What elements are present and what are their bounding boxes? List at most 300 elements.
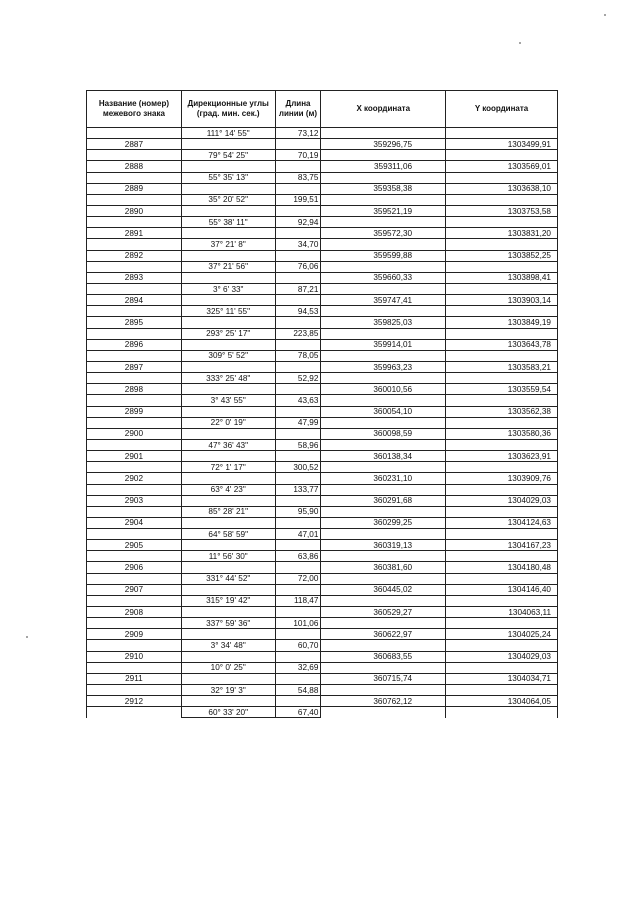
empty-cell [446,618,558,629]
segment-angle: 72° 1' 17" [181,462,275,473]
point-x-value: 360291,68 [373,496,413,506]
point-y-value: 1303831,20 [507,228,551,238]
header-name: Название (номер) межевого знака [87,91,182,128]
segment-length [275,350,321,361]
segment-row [87,551,558,562]
segment-angle: 11° 56' 30" [181,551,275,562]
point-x-value: 359660,33 [373,273,413,283]
empty-cell [181,495,275,506]
empty-cell [321,551,446,562]
point-y-value: 1303849,19 [507,317,551,327]
empty-cell [446,239,558,250]
empty-cell [446,194,558,205]
point-y [446,473,558,484]
empty-cell [87,373,182,384]
empty-cell [275,540,321,551]
empty-cell [321,640,446,651]
segment-row [87,484,558,495]
segment-row [87,150,558,161]
empty-cell [446,350,558,361]
segment-length [275,150,321,161]
empty-cell [87,484,182,495]
point-y [446,250,558,261]
empty-cell [321,685,446,696]
point-name: 2887 [87,139,182,150]
empty-cell [181,517,275,528]
empty-cell [446,506,558,517]
segment-angle: 333° 25' 48" [181,373,275,384]
point-row [87,406,558,417]
point-name: 2907 [87,584,182,595]
point-x-value: 359358,38 [373,184,413,194]
empty-cell [321,217,446,228]
segment-angle: 10° 0' 25" [181,662,275,673]
segment-length [275,194,321,205]
segment-row [87,640,558,651]
scan-speck [604,14,606,16]
point-x [321,272,446,283]
segment-row [87,595,558,606]
point-name: 2898 [87,384,182,395]
point-row [87,451,558,462]
header-x: X координата [321,91,446,128]
empty-cell [446,462,558,473]
segment-angle: 337° 59' 36" [181,618,275,629]
point-row [87,361,558,372]
empty-cell [181,317,275,328]
segment-angle: 35° 20' 52" [181,194,275,205]
empty-cell [446,484,558,495]
point-y [446,517,558,528]
point-y [446,428,558,439]
point-x [321,250,446,261]
point-x [321,295,446,306]
point-x-value: 360299,25 [373,518,413,528]
empty-cell [181,451,275,462]
point-y-value: 1303898,41 [507,273,551,283]
point-y [446,584,558,595]
point-y [446,451,558,462]
empty-cell [321,573,446,584]
segment-row [87,261,558,272]
point-x [321,205,446,216]
empty-cell [321,283,446,294]
point-row [87,384,558,395]
point-row [87,495,558,506]
segment-length [275,395,321,406]
empty-cell [181,295,275,306]
point-y [446,317,558,328]
point-y-value: 1303903,14 [507,295,551,305]
point-x-value: 360231,10 [373,473,413,483]
point-name: 2910 [87,651,182,662]
point-row [87,161,558,172]
empty-cell [87,529,182,540]
point-x-value: 360622,97 [373,629,413,639]
segment-angle: 32° 19' 3" [181,685,275,696]
segment-length [275,128,321,139]
empty-cell [181,629,275,640]
empty-cell [87,595,182,606]
empty-cell [87,150,182,161]
point-y-value: 1303852,25 [507,251,551,261]
empty-cell [87,662,182,673]
point-y-value: 1304063,11 [508,607,551,617]
empty-cell [87,194,182,205]
segment-length [275,484,321,495]
empty-cell [321,417,446,428]
segment-row [87,573,558,584]
coordinates-table [86,90,558,718]
segment-length-value: 43,63 [297,395,319,405]
segment-length-value: 101,06 [293,618,319,628]
empty-cell [446,662,558,673]
point-row [87,228,558,239]
empty-cell [87,239,182,250]
segment-length-value: 63,86 [297,551,319,561]
empty-cell [321,172,446,183]
empty-cell [321,373,446,384]
empty-cell [87,685,182,696]
point-x-value: 360138,34 [373,451,413,461]
point-x [321,607,446,618]
segment-length [275,328,321,339]
point-x-value: 359311,06 [373,161,413,171]
empty-cell [275,428,321,439]
segment-length [275,417,321,428]
empty-cell [321,707,446,718]
segment-row [87,439,558,450]
empty-cell [275,250,321,261]
empty-cell [446,640,558,651]
segment-length-value: 300,52 [293,462,319,472]
empty-cell [321,261,446,272]
segment-angle: 37° 21' 8" [181,239,275,250]
empty-cell [275,161,321,172]
point-y-value: 1304029,03 [507,652,551,662]
point-x [321,540,446,551]
empty-cell [275,651,321,662]
point-y [446,183,558,194]
segment-length-value: 199,51 [293,195,319,205]
segment-length [275,640,321,651]
point-name: 2888 [87,161,182,172]
table-body [87,128,558,718]
point-name: 2891 [87,228,182,239]
point-name: 2889 [87,183,182,194]
point-y-value: 1303909,76 [507,473,551,483]
point-y-value: 1303499,91 [507,139,551,149]
point-name: 2900 [87,428,182,439]
segment-length [275,172,321,183]
segment-length-value: 223,85 [293,329,319,339]
empty-cell [446,373,558,384]
empty-cell [446,283,558,294]
empty-cell [321,239,446,250]
segment-length-value: 32,69 [297,663,319,673]
segment-length-value: 94,53 [297,306,319,316]
point-row [87,629,558,640]
point-name: 2892 [87,250,182,261]
point-name: 2894 [87,295,182,306]
point-name: 2890 [87,205,182,216]
empty-cell [321,328,446,339]
empty-cell [275,562,321,573]
empty-cell [321,618,446,629]
point-y [446,696,558,707]
segment-length [275,573,321,584]
empty-cell [321,306,446,317]
point-y-value: 1303569,01 [507,161,551,171]
empty-cell [446,395,558,406]
point-y-value: 1303753,58 [507,206,551,216]
empty-cell [321,395,446,406]
empty-cell [321,439,446,450]
point-y [446,272,558,283]
segment-angle: 55° 38' 11" [181,217,275,228]
empty-cell [87,350,182,361]
empty-cell [446,685,558,696]
segment-row [87,172,558,183]
empty-cell [275,339,321,350]
point-x [321,139,446,150]
segment-length-value: 87,21 [297,284,319,294]
point-y-value: 1304180,48 [507,563,551,573]
point-row [87,473,558,484]
segment-length [275,506,321,517]
segment-row [87,506,558,517]
point-row [87,428,558,439]
segment-length [275,439,321,450]
point-name: 2906 [87,562,182,573]
empty-cell [321,128,446,139]
empty-cell [87,640,182,651]
segment-row [87,373,558,384]
point-x [321,384,446,395]
point-x [321,428,446,439]
point-name: 2893 [87,272,182,283]
point-row [87,673,558,684]
segment-row [87,707,558,718]
point-x [321,517,446,528]
point-x [321,406,446,417]
segment-row [87,350,558,361]
segment-length-value: 70,19 [297,150,319,160]
point-name: 2895 [87,317,182,328]
empty-cell [275,673,321,684]
segment-angle: 325° 11' 55" [181,306,275,317]
point-x [321,473,446,484]
empty-cell [275,183,321,194]
segment-length [275,283,321,294]
segment-length-value: 34,70 [297,239,319,249]
point-name: 2899 [87,406,182,417]
point-row [87,139,558,150]
segment-angle: 111° 14' 55" [181,128,275,139]
empty-cell [446,417,558,428]
empty-cell [275,629,321,640]
header-angle: Дирекционные углы (град. мин. сек.) [181,91,275,128]
point-x-value: 359521,19 [373,206,413,216]
point-x [321,317,446,328]
empty-cell [87,551,182,562]
point-y [446,205,558,216]
point-y-value: 1304034,71 [507,674,551,684]
point-x-value: 359296,75 [373,139,413,149]
empty-cell [181,607,275,618]
empty-cell [181,651,275,662]
segment-length-value: 73,12 [297,128,319,138]
segment-row [87,306,558,317]
point-x-value: 360762,12 [373,696,413,706]
empty-cell [181,428,275,439]
empty-cell [446,551,558,562]
point-x [321,183,446,194]
point-name: 2902 [87,473,182,484]
point-row [87,295,558,306]
empty-cell [87,439,182,450]
point-y-value: 1304146,40 [507,585,551,595]
point-x-value: 359825,03 [373,317,413,327]
empty-cell [321,194,446,205]
empty-cell [181,139,275,150]
empty-cell [181,205,275,216]
segment-length [275,707,321,718]
segment-angle: 3° 34' 48" [181,640,275,651]
empty-cell [321,484,446,495]
point-x [321,673,446,684]
point-y-value: 1304025,24 [507,629,551,639]
point-y-value: 1304064,05 [507,696,551,706]
empty-cell [275,272,321,283]
point-x [321,696,446,707]
segment-row [87,462,558,473]
segment-length [275,551,321,562]
segment-length-value: 67,40 [297,707,319,717]
empty-cell [446,217,558,228]
point-y [446,540,558,551]
empty-cell [446,707,558,718]
point-x-value: 359747,41 [373,295,413,305]
empty-cell [275,473,321,484]
point-y [446,673,558,684]
segment-length-value: 58,96 [297,440,319,450]
point-y [446,562,558,573]
segment-row [87,529,558,540]
empty-cell [181,339,275,350]
point-row [87,540,558,551]
empty-cell [87,618,182,629]
empty-cell [321,350,446,361]
empty-cell [275,451,321,462]
empty-cell [321,506,446,517]
empty-cell [275,139,321,150]
point-x-value: 359599,88 [373,251,413,261]
point-y-value: 1303562,38 [507,407,551,417]
empty-cell [321,662,446,673]
point-y [446,228,558,239]
segment-length-value: 92,94 [297,217,319,227]
point-row [87,272,558,283]
empty-cell [87,217,182,228]
point-y [446,361,558,372]
segment-angle: 3° 6' 33" [181,283,275,294]
point-name: 2897 [87,361,182,372]
empty-cell [181,696,275,707]
empty-cell [275,228,321,239]
point-y [446,139,558,150]
empty-cell [321,529,446,540]
empty-cell [446,306,558,317]
point-x [321,562,446,573]
segment-length-value: 54,88 [297,685,319,695]
scan-speck [26,636,28,638]
segment-length-value: 47,01 [297,529,319,539]
segment-angle: 60° 33' 20" [181,707,275,718]
point-y [446,607,558,618]
point-y-value: 1303559,54 [507,384,551,394]
empty-cell [321,462,446,473]
segment-length-value: 95,90 [297,507,319,517]
empty-cell [446,128,558,139]
empty-cell [87,306,182,317]
empty-cell [446,573,558,584]
segment-length [275,306,321,317]
point-x-value: 360054,10 [373,407,413,417]
segment-length-value: 133,77 [293,485,319,495]
segment-row [87,283,558,294]
point-y-value: 1303643,78 [507,340,551,350]
point-y [446,384,558,395]
empty-cell [275,696,321,707]
segment-row [87,128,558,139]
empty-cell [275,495,321,506]
point-y-value: 1303638,10 [507,184,551,194]
segment-angle: 63° 4' 23" [181,484,275,495]
point-name: 2912 [87,696,182,707]
segment-row [87,328,558,339]
empty-cell [446,529,558,540]
point-y [446,629,558,640]
point-row [87,562,558,573]
point-row [87,584,558,595]
segment-angle: 309° 5' 52" [181,350,275,361]
point-x [321,361,446,372]
segment-length-value: 60,70 [297,641,319,651]
segment-length-value: 76,06 [297,262,319,272]
empty-cell [87,283,182,294]
segment-length-value: 47,99 [297,418,319,428]
segment-row [87,194,558,205]
empty-cell [181,540,275,551]
segment-length-value: 52,92 [297,373,319,383]
empty-cell [321,150,446,161]
empty-cell [87,707,182,718]
segment-angle: 22° 0' 19" [181,417,275,428]
empty-cell [275,406,321,417]
empty-cell [181,228,275,239]
segment-length [275,685,321,696]
point-x [321,228,446,239]
point-x [321,629,446,640]
segment-row [87,685,558,696]
point-x-value: 360098,59 [373,429,413,439]
point-name: 2904 [87,517,182,528]
point-name: 2903 [87,495,182,506]
segment-angle: 79° 54' 25" [181,150,275,161]
segment-angle: 55° 35' 13" [181,172,275,183]
point-x-value: 360010,56 [373,384,413,394]
